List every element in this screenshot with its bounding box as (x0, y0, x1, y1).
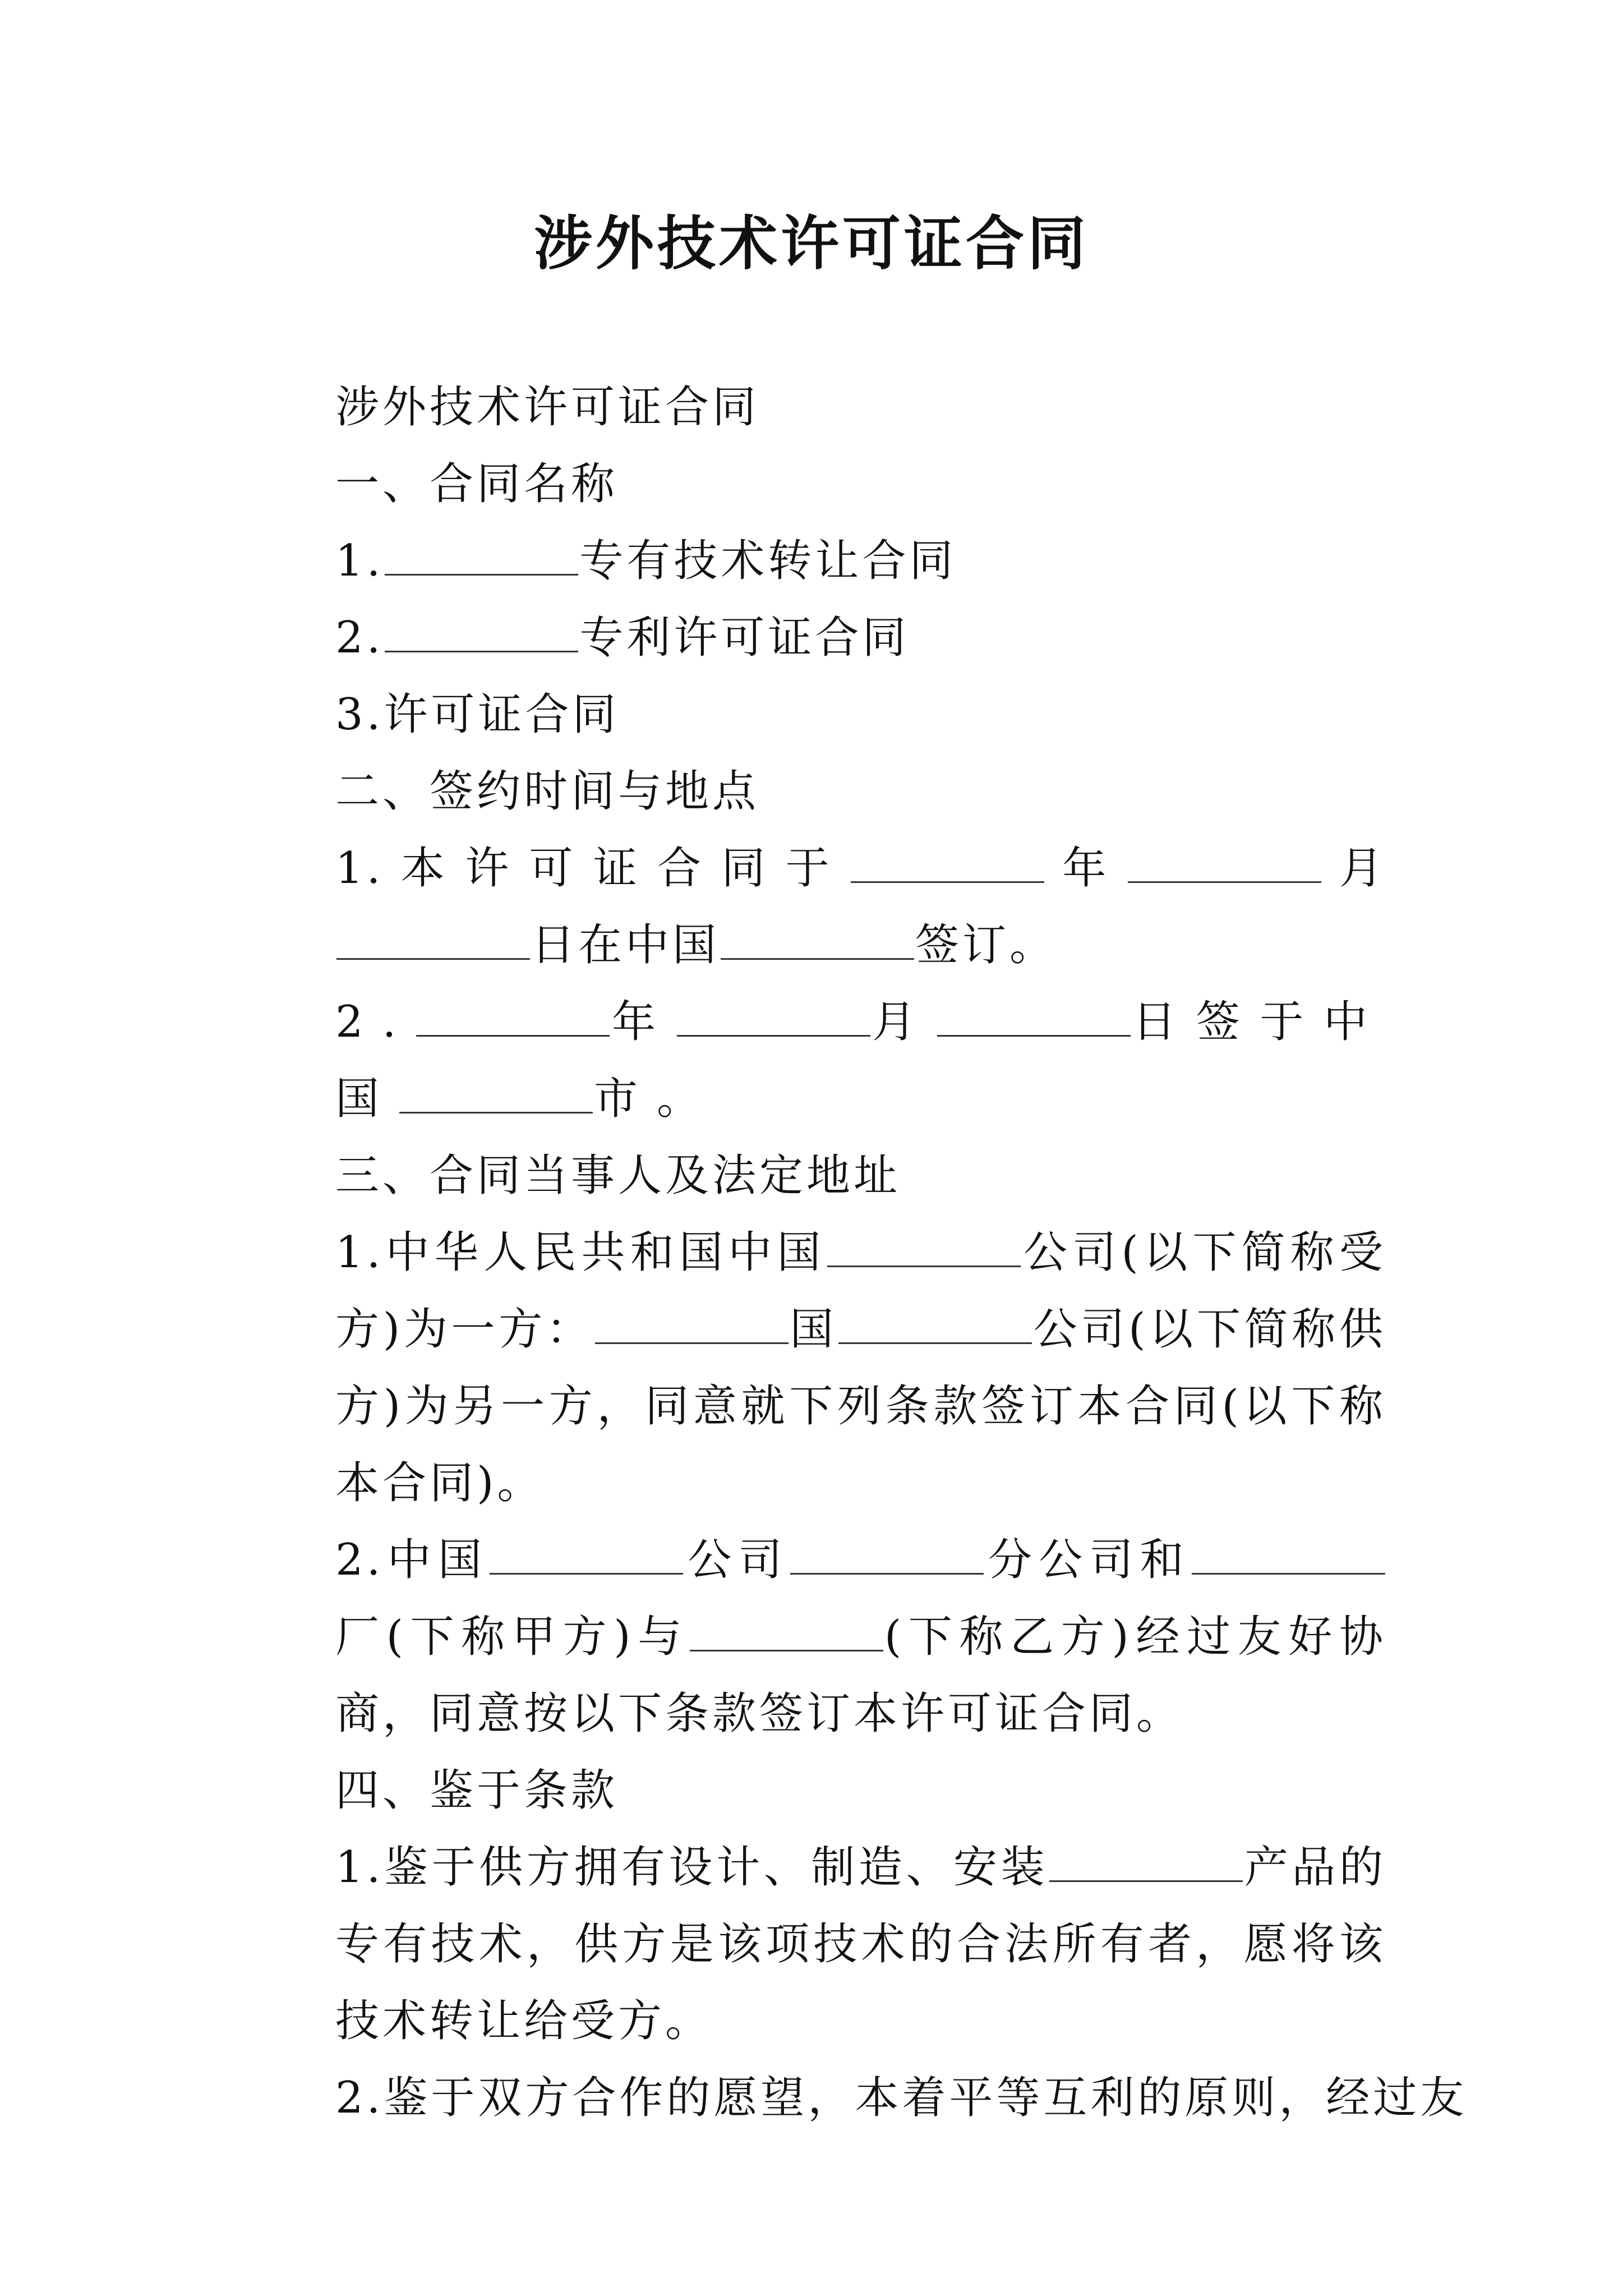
blank-field (721, 923, 914, 960)
paragraph-heading-repeat: 涉外技术许可证合同 (335, 382, 760, 432)
clause-text: 2. (335, 997, 416, 1047)
clause-text: (下称乙方)经过友好协商，同意按以下条款签订本许可证合同。 (335, 1612, 1386, 1739)
clause-text: 1.本许可证合同于 (335, 843, 850, 894)
clause-text: 公司(以下简称供方)为另一方，同意就下列条款签订本合同(以下称本合同)。 (335, 1304, 1386, 1508)
clause-3-1 (248, 1214, 1386, 1522)
blank-field (336, 923, 530, 960)
blank-field (1192, 1538, 1385, 1575)
section-heading-4: 四、鉴于条款 (335, 1765, 619, 1816)
blank-field (677, 1000, 870, 1037)
clause-1-1 (248, 523, 1386, 600)
clause-2-1 (248, 830, 1386, 984)
clause-text: 公司(以下简称受方)为一方： (335, 1227, 1387, 1355)
clause-4-2: 2.鉴于双方合作的愿望，本着平等互利的原则，经过友 (335, 2073, 1468, 2123)
clause-text: 签订。 (915, 920, 1057, 970)
document-body (248, 369, 1468, 2137)
blank-field (1049, 1846, 1243, 1882)
blank-field (385, 616, 578, 652)
clause-text: 公司 (684, 1535, 789, 1585)
clause-4-1 (248, 1829, 1386, 2060)
clause-text: 年 (611, 997, 676, 1047)
document-title: 涉外技术许可证合同 (533, 209, 1089, 278)
clause-text: 月 (1322, 843, 1386, 894)
blank-field (385, 539, 578, 576)
blank-field (490, 1538, 683, 1575)
section-heading-2: 二、签约时间与地点 (335, 766, 760, 817)
clause-text: 专利许可证合同 (579, 613, 910, 663)
section-heading-1: 一、合同名称 (335, 459, 619, 509)
clause-text: 1.鉴于供方拥有设计、制造、安装 (335, 1842, 1049, 1893)
blank-field (416, 1000, 610, 1037)
clause-text: 专有技术转让合同 (579, 536, 957, 586)
blank-field (937, 1000, 1131, 1037)
blank-field (851, 846, 1044, 883)
clause-1-2 (248, 600, 1386, 677)
blank-field (838, 1308, 1032, 1344)
blank-field (827, 1231, 1021, 1267)
clause-text: 产品的专有技术，供方是该项技术的合法所有者，愿将该技术转让给受方。 (335, 1842, 1386, 2046)
clause-text: 年 (1045, 843, 1127, 894)
clause-text: 1. (335, 536, 384, 586)
clause-text: 分公司和 (984, 1535, 1191, 1585)
clause-text: 国 (789, 1304, 837, 1355)
clause-text: 市。 (594, 1074, 720, 1124)
clause-3-2 (248, 1522, 1386, 1752)
blank-field (399, 1077, 593, 1114)
clause-text: 厂(下称甲方)与 (335, 1612, 689, 1662)
blank-field (690, 1615, 883, 1651)
blank-field (1128, 846, 1321, 883)
clause-text: 月 (871, 997, 936, 1047)
clause-2-2 (248, 984, 1386, 1138)
blank-field (790, 1538, 984, 1575)
clause-text: 2. (335, 613, 384, 663)
clause-text: 日在中国 (531, 920, 720, 970)
clause-text: 日签于中国 (335, 997, 1386, 1124)
section-heading-3: 三、合同当事人及法定地址 (335, 1151, 901, 1201)
clause-text: 2.中国 (335, 1535, 489, 1585)
clause-text: 1.中华人民共和国中国 (335, 1227, 826, 1278)
clause-1-3: 3.许可证合同 (335, 689, 620, 740)
blank-field (595, 1308, 789, 1344)
